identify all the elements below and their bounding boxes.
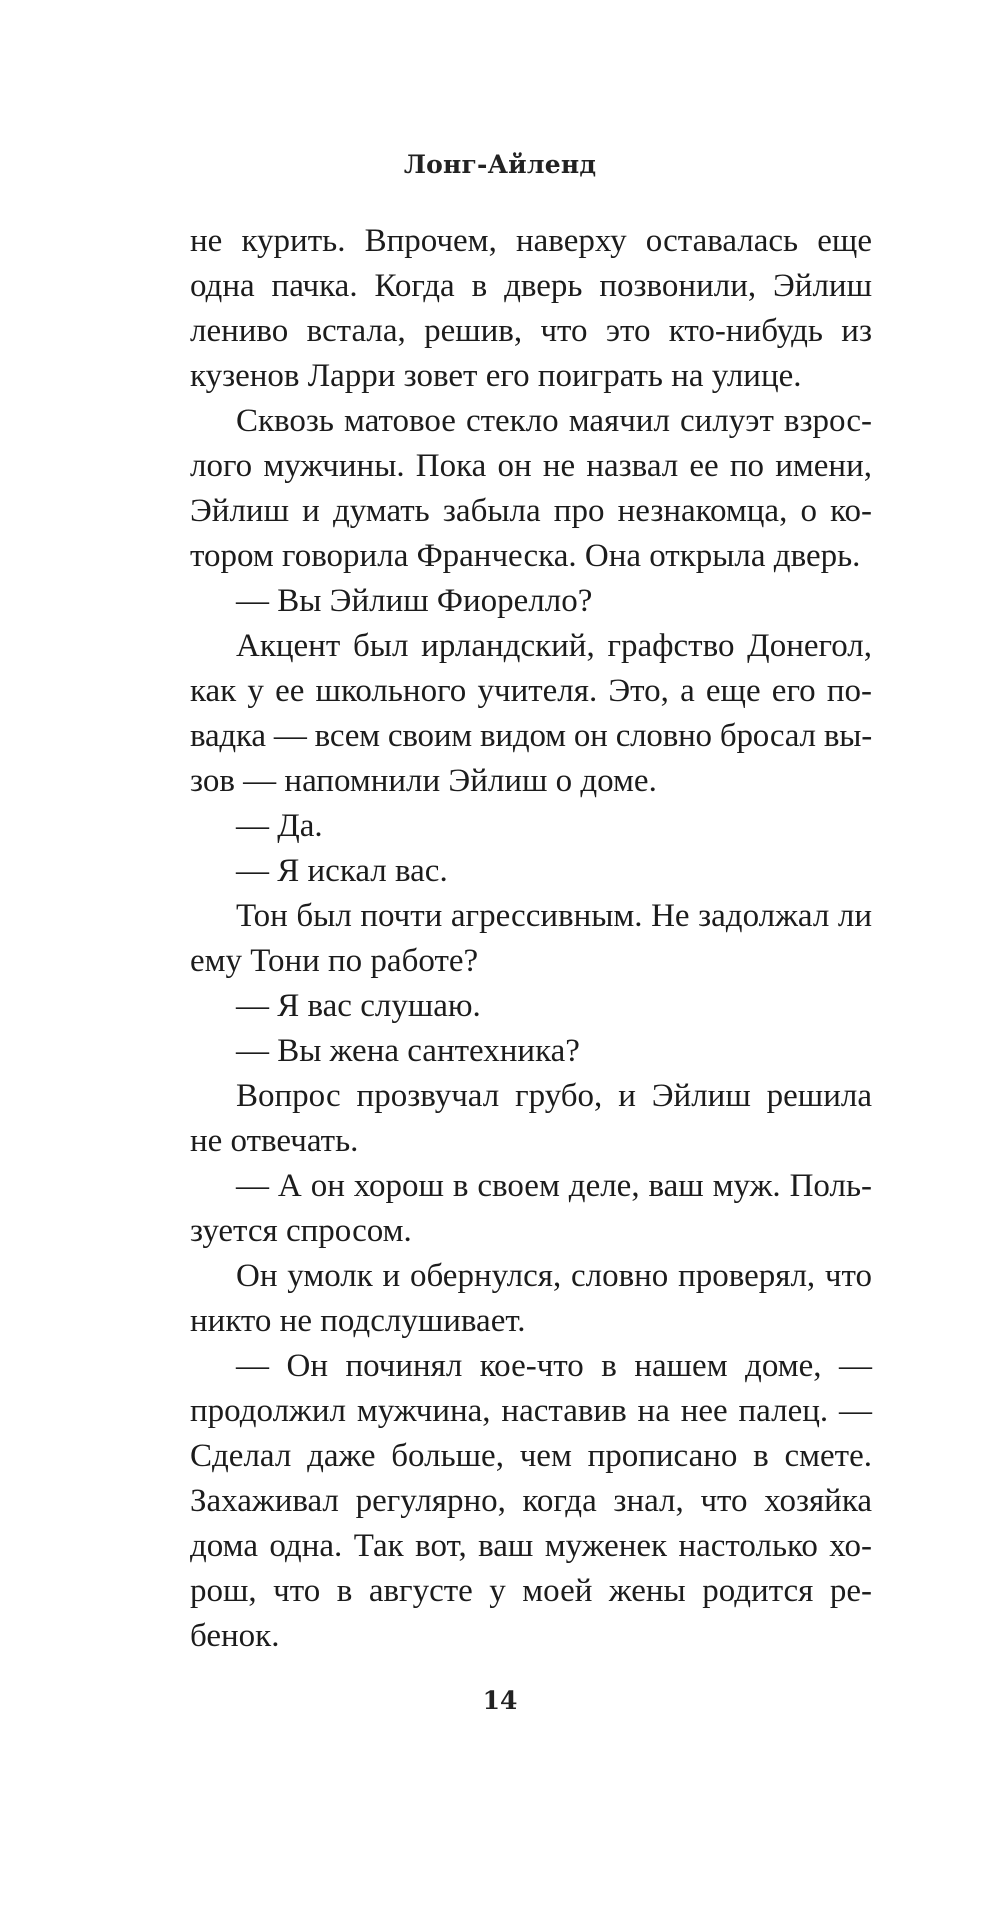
text-line: ему Тони по работе? <box>190 943 479 979</box>
text-line: продолжил мужчина, наставив на нее палец. — <box>190 1393 872 1429</box>
text-line: Акцент был ирландский, графство Донегол, <box>236 628 872 664</box>
text-line: как у ее школьного учителя. Это, а еще его по- <box>190 673 872 709</box>
text-line: Сделал даже больше, чем прописано в смете. <box>190 1438 872 1474</box>
text-line: зов — напомнили Эйлиш о доме. <box>190 763 657 799</box>
text-line: лениво встала, решив, что это кто-нибудь из <box>190 313 872 349</box>
text-line: — Он починял кое-что в нашем доме, — <box>236 1348 872 1384</box>
text-line: — Вы Эйлиш Фиорелло? <box>236 583 593 619</box>
text-line: не отвечать. <box>190 1123 359 1159</box>
running-title: Лонг-Айленд <box>403 150 597 179</box>
text-line: бенок. <box>190 1618 280 1654</box>
text-line: Захаживал регулярно, когда знал, что хозяйка <box>190 1483 872 1519</box>
text-line: зуется спросом. <box>190 1213 412 1249</box>
text-line: вадка — всем своим видом он словно бросал вы- <box>190 718 872 754</box>
text-line: кузенов Ларри зовет его поиграть на улице. <box>190 358 802 394</box>
text-line: Сквозь матовое стекло маячил силуэт взрос- <box>236 403 872 439</box>
text-line: одна пачка. Когда в дверь позвонили, Эйлиш <box>190 268 872 304</box>
text-line: — Вы жена сантехника? <box>236 1033 580 1069</box>
text-line: — Я искал вас. <box>236 853 448 889</box>
text-line: никто не подслушивает. <box>190 1303 526 1339</box>
text-line: — А он хорош в своем деле, ваш муж. Поль- <box>236 1168 872 1204</box>
text-line: — Я вас слушаю. <box>236 988 481 1024</box>
text-line: лого мужчины. Пока он не назвал ее по имени, <box>190 448 872 484</box>
text-line: Эйлиш и думать забыла про незнакомца, о ко- <box>190 493 872 529</box>
text-line: не курить. Впрочем, наверху оставалась еще <box>190 223 872 259</box>
text-line: Вопрос прозвучал грубо, и Эйлиш решила <box>236 1078 872 1114</box>
text-line: рош, что в августе у моей жены родится ре- <box>190 1573 872 1609</box>
text-line: Тон был почти агрессивным. Не задолжал ли <box>236 898 872 934</box>
text-line: Он умолк и обернулся, словно проверял, что <box>236 1258 872 1294</box>
text-line: тором говорила Франческа. Она открыла дверь. <box>190 538 861 574</box>
page-number: 14 <box>482 1686 518 1715</box>
body-text <box>190 219 872 1659</box>
text-line: дома одна. Так вот, ваш муженек настолько хо- <box>190 1528 872 1564</box>
text-line: — Да. <box>236 808 323 844</box>
